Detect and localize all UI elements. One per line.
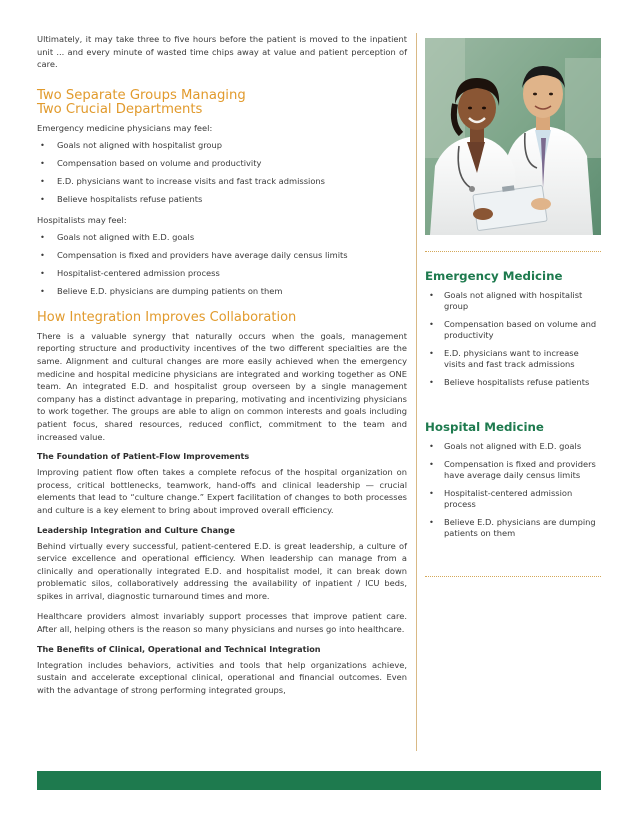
bullet-icon: • bbox=[429, 488, 434, 498]
section-title-two-groups bbox=[37, 89, 407, 117]
list-item: • Goals not aligned with E.D. goals bbox=[40, 231, 195, 242]
main-column bbox=[37, 33, 407, 696]
integration-paragraph-1: There is a valuable synergy that naturally occurs when the goals, management reporting structure and productivity incentives of the two different specialties are the same. Alignment and cultural changes are more easily achieved when the emergency medicine and hospital medicine physicians are integrated and working together as ONE team. An integrated E.D. and hospitalist group overseen by a single management company has a distinct advantage in preparing, motivating and incentivizing physicians to work together. The groups are able to align on common interests and goals including patient focus, shared resources, reduced conflict, commitment to the team and increased value. bbox=[37, 330, 407, 442]
list-item: • Compensation is fixed and providers have average daily census limits bbox=[40, 249, 348, 260]
bullet-icon: • bbox=[429, 290, 434, 300]
list-item: • Compensation based on volume and productivity bbox=[40, 157, 262, 168]
bullet-icon: • bbox=[40, 175, 45, 186]
subheading-leadership: Leadership Integration and Culture Change bbox=[37, 524, 235, 535]
section-title-integration: How Integration Improves Collaboration bbox=[37, 309, 297, 325]
list-item: • Believe hospitalists refuse patients bbox=[429, 377, 590, 387]
bullet-icon: • bbox=[40, 157, 45, 168]
sidebar-dotted-divider bbox=[425, 251, 601, 252]
sidebar-hospital-medicine bbox=[425, 420, 601, 546]
page-number: PAGE 9 bbox=[555, 794, 593, 805]
list-item: • Believe hospitalists refuse patients bbox=[40, 193, 203, 204]
bullet-icon: • bbox=[429, 517, 434, 527]
bullet-icon: • bbox=[40, 249, 45, 260]
hosp-feel-label: Hospitalists may feel: bbox=[37, 214, 127, 225]
bullet-icon: • bbox=[40, 139, 45, 150]
list-item: • Goals not aligned with hospitalist group bbox=[429, 290, 583, 311]
bullet-icon: • bbox=[40, 285, 45, 296]
sidebar-hm-title: Hospital Medicine bbox=[425, 420, 544, 434]
list-item: • Believe E.D. physicians are dumping patients on them bbox=[429, 517, 596, 538]
bullet-icon: • bbox=[429, 441, 434, 451]
bullet-icon: • bbox=[429, 319, 434, 329]
list-item: • Compensation based on volume and productivity bbox=[429, 319, 597, 340]
page-footer bbox=[37, 771, 601, 805]
list-item: • Hospitalist-centered admission process bbox=[40, 267, 220, 278]
intro-paragraph: Ultimately, it may take three to five hours before the patient is moved to the inpatient unit ... and every minute of wasted time chips away at value and patient perception of care. bbox=[37, 34, 407, 70]
subheading-benefits: The Benefits of Clinical, Operational and Technical Integration bbox=[37, 643, 321, 654]
sidebar-em-list bbox=[425, 290, 601, 388]
physicians-photo bbox=[425, 38, 601, 235]
bullet-icon: • bbox=[40, 193, 45, 204]
column-divider bbox=[416, 33, 417, 751]
leadership-paragraph: Behind virtually every successful, patient-centered E.D. is great leadership, a culture of service excellence and operational efficiency. When leadership can manage from a clinically and operationally integrated E.D. and hospitalist model, it can break down problematic silos, collaboratively addressing the availability of inpatient / ICU beds, spikes in arrival, diagnostic turnaround times and more. bbox=[37, 540, 407, 601]
sidebar-em-title: Emergency Medicine bbox=[425, 269, 563, 283]
benefits-paragraph: Integration includes behaviors, activities and tools that help organizations achieve, sustain and accelerate exceptional clinical, operational and financial outcomes. Even with the advantage of strong performing integrated groups, bbox=[37, 659, 407, 695]
bullet-icon: • bbox=[429, 459, 434, 469]
list-item: • Goals not aligned with E.D. goals bbox=[429, 441, 582, 451]
footer-text: WHITEPAPER | INTEGRATION CHANGES EVERYTHING | bbox=[285, 794, 556, 805]
bullet-icon: • bbox=[429, 377, 434, 387]
list-item: • Goals not aligned with hospitalist group bbox=[40, 139, 223, 150]
em-feel-list bbox=[37, 140, 407, 205]
section-title-line-2: Two Crucial Departments bbox=[37, 101, 203, 117]
sidebar-emergency-medicine bbox=[425, 269, 601, 395]
list-item: • Believe E.D. physicians are dumping patients on them bbox=[40, 285, 283, 296]
patient-flow-paragraph: Improving patient flow often takes a complete refocus of the hospital organization on process, critical bottlenecks, teamwork, hand-offs and clinical leadership — crucial elements that lead to “culture change.” Expert facilitation of changes to both processes and culture is a key element to bring about improved overall efficiency. bbox=[37, 467, 407, 515]
healthcare-providers-paragraph: Healthcare providers almost invariably support processes that improve patient care. After all, helping others is the reason so many physicians and nurses go into healthcare. bbox=[37, 611, 407, 635]
list-item: • E.D. physicians want to increase visits and fast track admissions bbox=[429, 348, 579, 369]
sidebar-bottom-dotted-divider bbox=[425, 576, 601, 577]
sidebar-hm-list bbox=[425, 441, 601, 539]
section-title-line-1: Two Separate Groups Managing bbox=[37, 87, 246, 103]
list-item: • Hospitalist-centered admission process bbox=[429, 488, 573, 509]
subheading-patient-flow: The Foundation of Patient-Flow Improvements bbox=[37, 451, 250, 462]
em-feel-label: Emergency medicine physicians may feel: bbox=[37, 122, 213, 133]
hosp-feel-list bbox=[37, 232, 407, 297]
bullet-icon: • bbox=[429, 348, 434, 358]
bullet-icon: • bbox=[40, 231, 45, 242]
physicians-illustration bbox=[425, 38, 601, 235]
list-item: • Compensation is fixed and providers have average daily census limits bbox=[429, 459, 596, 480]
bullet-icon: • bbox=[40, 267, 45, 278]
list-item: • E.D. physicians want to increase visits and fast track admissions bbox=[40, 175, 325, 186]
